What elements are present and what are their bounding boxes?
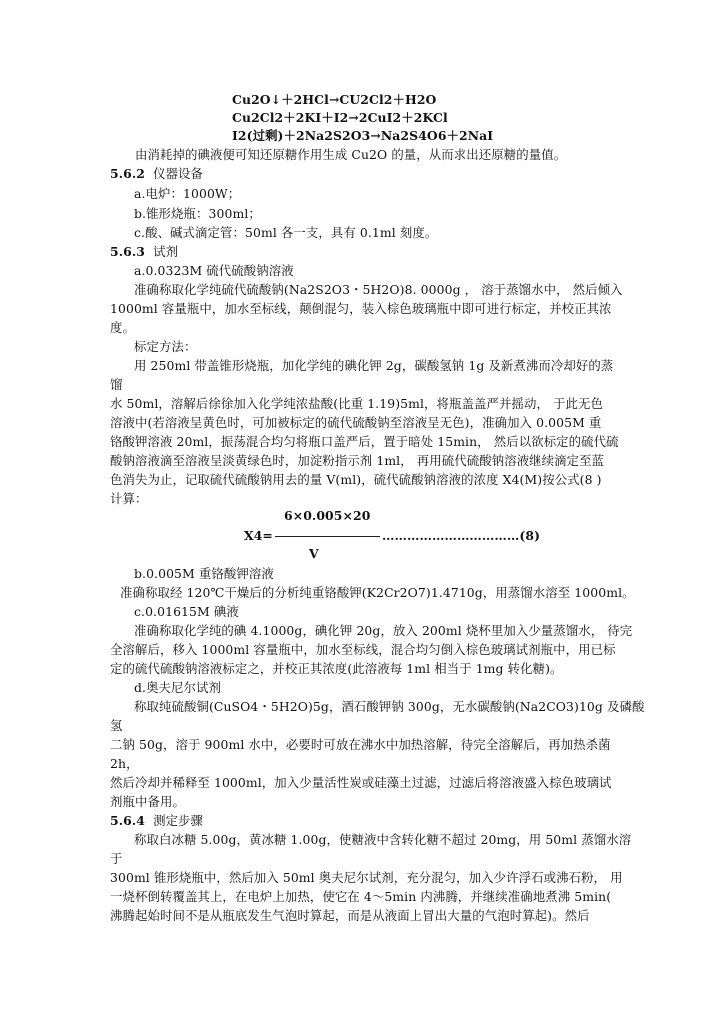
paragraph-line: 一烧杯倒转覆盖其上，在电炉上加热，使它在 4～5min 内沸腾，并继续准确地煮沸 5min( [110,889,612,904]
paragraph-line: 称取白冰糖 5.00g，黄冰糖 1.00g，使糖液中含转化糖不超过 20mg，用 50ml 蒸馏水溶 [134,832,632,847]
equation-1: Cu2O↓＋2HCl→CU2Cl2＋H2O [232,92,437,107]
formula-numerator: 6×0.005×20 [284,508,371,523]
section-title: 测定步骤 [153,813,204,828]
paragraph-line: 用 250ml 带盖锥形烧瓶，加化学纯的碘化钾 2g，碳酸氢钠 1g 及新煮沸而冷却好的蒸 [134,358,614,373]
paragraph-line: 准确称取化学纯的碘 4.1000g，碘化钾 20g，放入 200ml 烧杯里加入少量蒸馏水， 待完 [134,623,633,638]
paragraph-line: 铬酸钾溶液 20ml，振荡混合均匀将瓶口盖严后，置于暗处 15min， 然后以欲标定的硫代硫 [110,434,619,449]
paragraph-line: 水 50ml，溶解后徐徐加入化学纯浓盐酸(比重 1.19)5ml，将瓶盖盖严并摇动， 于此无色 [110,396,603,411]
equipment-item: a.电炉：1000W； [134,186,241,201]
paragraph-line: 度。 [110,320,135,335]
paragraph-line: 计算： [110,491,148,506]
paragraph-line: 于 [110,851,123,866]
intro-paragraph: 由消耗掉的碘液便可知还原糖作用生成 Cu2O 的量，从而求出还原糖的量值。 [135,147,567,162]
equipment-item: c.酸、碱式滴定管：50ml 各一支，具有 0.1ml 刻度。 [134,225,438,240]
section-title: 试剂 [153,244,179,259]
calibration-heading: 标定方法： [134,339,197,354]
paragraph-line: 定的硫代硫酸钠溶液标定之，并校正其浓度(此溶液每 1ml 相当于 1mg 转化糖)。 [110,661,563,676]
reagent-c-heading: c.0.01615M 碘液 [134,604,239,619]
section-number: 5.6.2 [110,166,145,181]
paragraph-line: 2h， [110,756,139,771]
paragraph-line: 称取纯硫酸铜(CuSO4・5H2O)5g，酒石酸钾钠 300g，无水碳酸钠(Na2CO3)10g 及磷酸 [134,699,645,714]
equation-3: I2(过剩)＋2Na2S2O3→Na2S4O6＋2NaI [232,128,494,143]
reagent-a-heading: a.0.0323M 硫代硫酸钠溶液 [134,263,294,278]
section-5-6-4-heading [110,813,203,829]
paragraph-line: 剂瓶中备用。 [110,794,185,809]
paragraph-line: 1000ml 容量瓶中，加水至标线，颠倒混匀，装入棕色玻璃瓶中即可进行标定，并校正其浓 [110,301,612,316]
paragraph-line: 溶液中(若溶液呈黄色时，可加被标定的硫代硫酸钠至溶液呈无色)，准确加入 0.005M 重 [110,415,602,430]
formula-lhs: X4= [244,528,273,543]
paragraph-line: 酸钠溶液滴至溶液呈淡黄绿色时，加淀粉指示剂 1ml， 再用硫代硫酸钠溶液继续滴定至蓝 [110,453,605,468]
section-5-6-2-heading [110,166,203,182]
section-number: 5.6.3 [110,244,145,259]
paragraph-line: 准确称取经 120℃干燥后的分析纯重铬酸钾(K2Cr2O7)1.4710g，用蒸馏水溶至 1000ml。 [120,585,635,600]
paragraph-line: 全溶解后，移入 1000ml 容量瓶中，加水至标线，混合均匀倒入棕色玻璃试剂瓶中，用已标 [110,642,616,657]
paragraph-line: 二钠 50g，溶于 900ml 水中，必要时可放在沸水中加热溶解，待完全溶解后，再加热杀菌 [110,737,611,752]
paragraph-line: 色消失为止，记取硫代硫酸钠用去的量 V(ml)，硫代硫酸钠溶液的浓度 X4(M)按公式(8 ) [110,472,602,487]
reagent-b-heading: b.0.005M 重铬酸钾溶液 [134,566,274,581]
fraction-bar [275,536,380,537]
paragraph-line: 馏 [110,377,123,392]
section-5-6-3-heading [110,244,178,260]
section-number: 5.6.4 [110,813,145,828]
formula-denominator: V [309,546,319,561]
paragraph-line: 然后冷却并稀释至 1000ml，加入少量活性炭或硅藻土过滤，过滤后将溶液盛入棕色玻璃试 [110,775,612,790]
paragraph-line: 300ml 锥形烧瓶中，然后加入 50ml 奥夫尼尔试剂，充分混匀，加入少许浮石或沸石粉， 用 [110,870,623,885]
paragraph-line: 准确称取化学纯硫代硫酸钠(Na2S2O3・5H2O)8. 0000g ， 溶于蒸馏水中， 然后倾入 [134,282,623,297]
reagent-d-heading: d.奥夫尼尔试剂 [134,680,222,695]
equipment-item: b.锥形烧瓶：300ml； [134,206,261,221]
paragraph-line: 氢 [110,718,123,733]
equation-2: Cu2Cl2＋2KI＋I2→2CuI2＋2KCl [232,110,448,125]
section-title: 仪器设备 [153,166,204,181]
paragraph-line: 沸腾起始时间不是从瓶底发生气泡时算起，而是从液面上冒出大量的气泡时算起)。然后 [110,908,590,923]
formula-dots: ……………………………(8) [382,528,541,543]
